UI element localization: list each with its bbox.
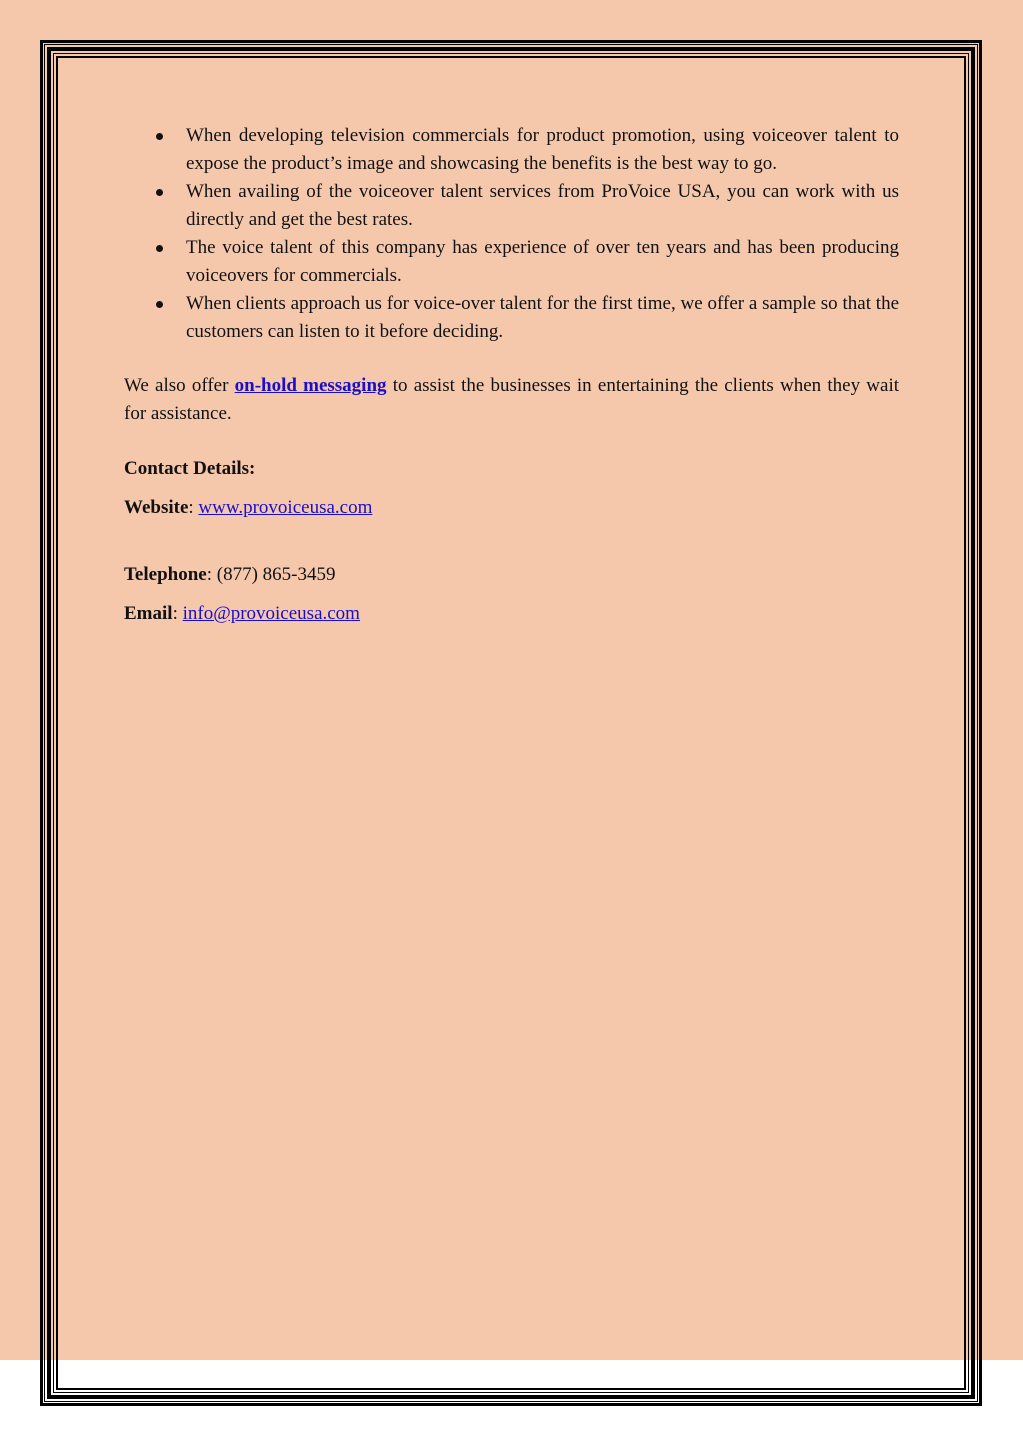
- bullet-icon: [156, 189, 163, 196]
- website-label: Website: [124, 497, 189, 518]
- bullet-icon: [156, 245, 163, 252]
- website-line: [124, 494, 899, 522]
- website-separator: :: [188, 497, 199, 518]
- bullet-text: When developing television commercials for product promotion, using voiceover talent to expose the product’s image and showcasing the benefits is the best way to go.: [186, 125, 899, 174]
- on-hold-messaging-link[interactable]: on-hold messaging: [234, 375, 387, 396]
- email-link[interactable]: info@provoiceusa.com: [182, 603, 360, 624]
- list-item: [124, 122, 899, 178]
- bullet-icon: [156, 301, 163, 308]
- list-item: [124, 290, 899, 346]
- email-line: [124, 600, 899, 628]
- telephone-value: (877) 865-3459: [216, 564, 336, 585]
- bullet-text: The voice talent of this company has experience of over ten years and has been producing voiceovers for commercials.: [186, 237, 899, 286]
- website-link[interactable]: www.provoiceusa.com: [198, 497, 373, 518]
- telephone-separator: :: [206, 564, 217, 585]
- email-label: Email: [124, 603, 173, 624]
- list-item: [124, 234, 899, 290]
- bullet-text: When clients approach us for voice-over talent for the first time, we offer a sample so that the customers can listen to it before deciding.: [186, 293, 899, 342]
- feature-bullet-list: [124, 122, 899, 346]
- contact-details-heading: Contact Details:: [124, 458, 256, 479]
- document-body: [124, 122, 899, 628]
- list-item: [124, 178, 899, 234]
- paragraph-text-before: We also offer: [124, 375, 235, 396]
- telephone-line: [124, 561, 899, 589]
- paragraph-text-after: to assist the businesses in entertaining the clients when they wait for assistance.: [124, 375, 900, 424]
- bullet-text: When availing of the voiceover talent services from ProVoice USA, you can work with us directly and get the best rates.: [186, 181, 899, 230]
- email-separator: :: [172, 603, 183, 624]
- on-hold-paragraph: [124, 372, 899, 428]
- telephone-label: Telephone: [124, 564, 207, 585]
- bullet-icon: [156, 133, 163, 140]
